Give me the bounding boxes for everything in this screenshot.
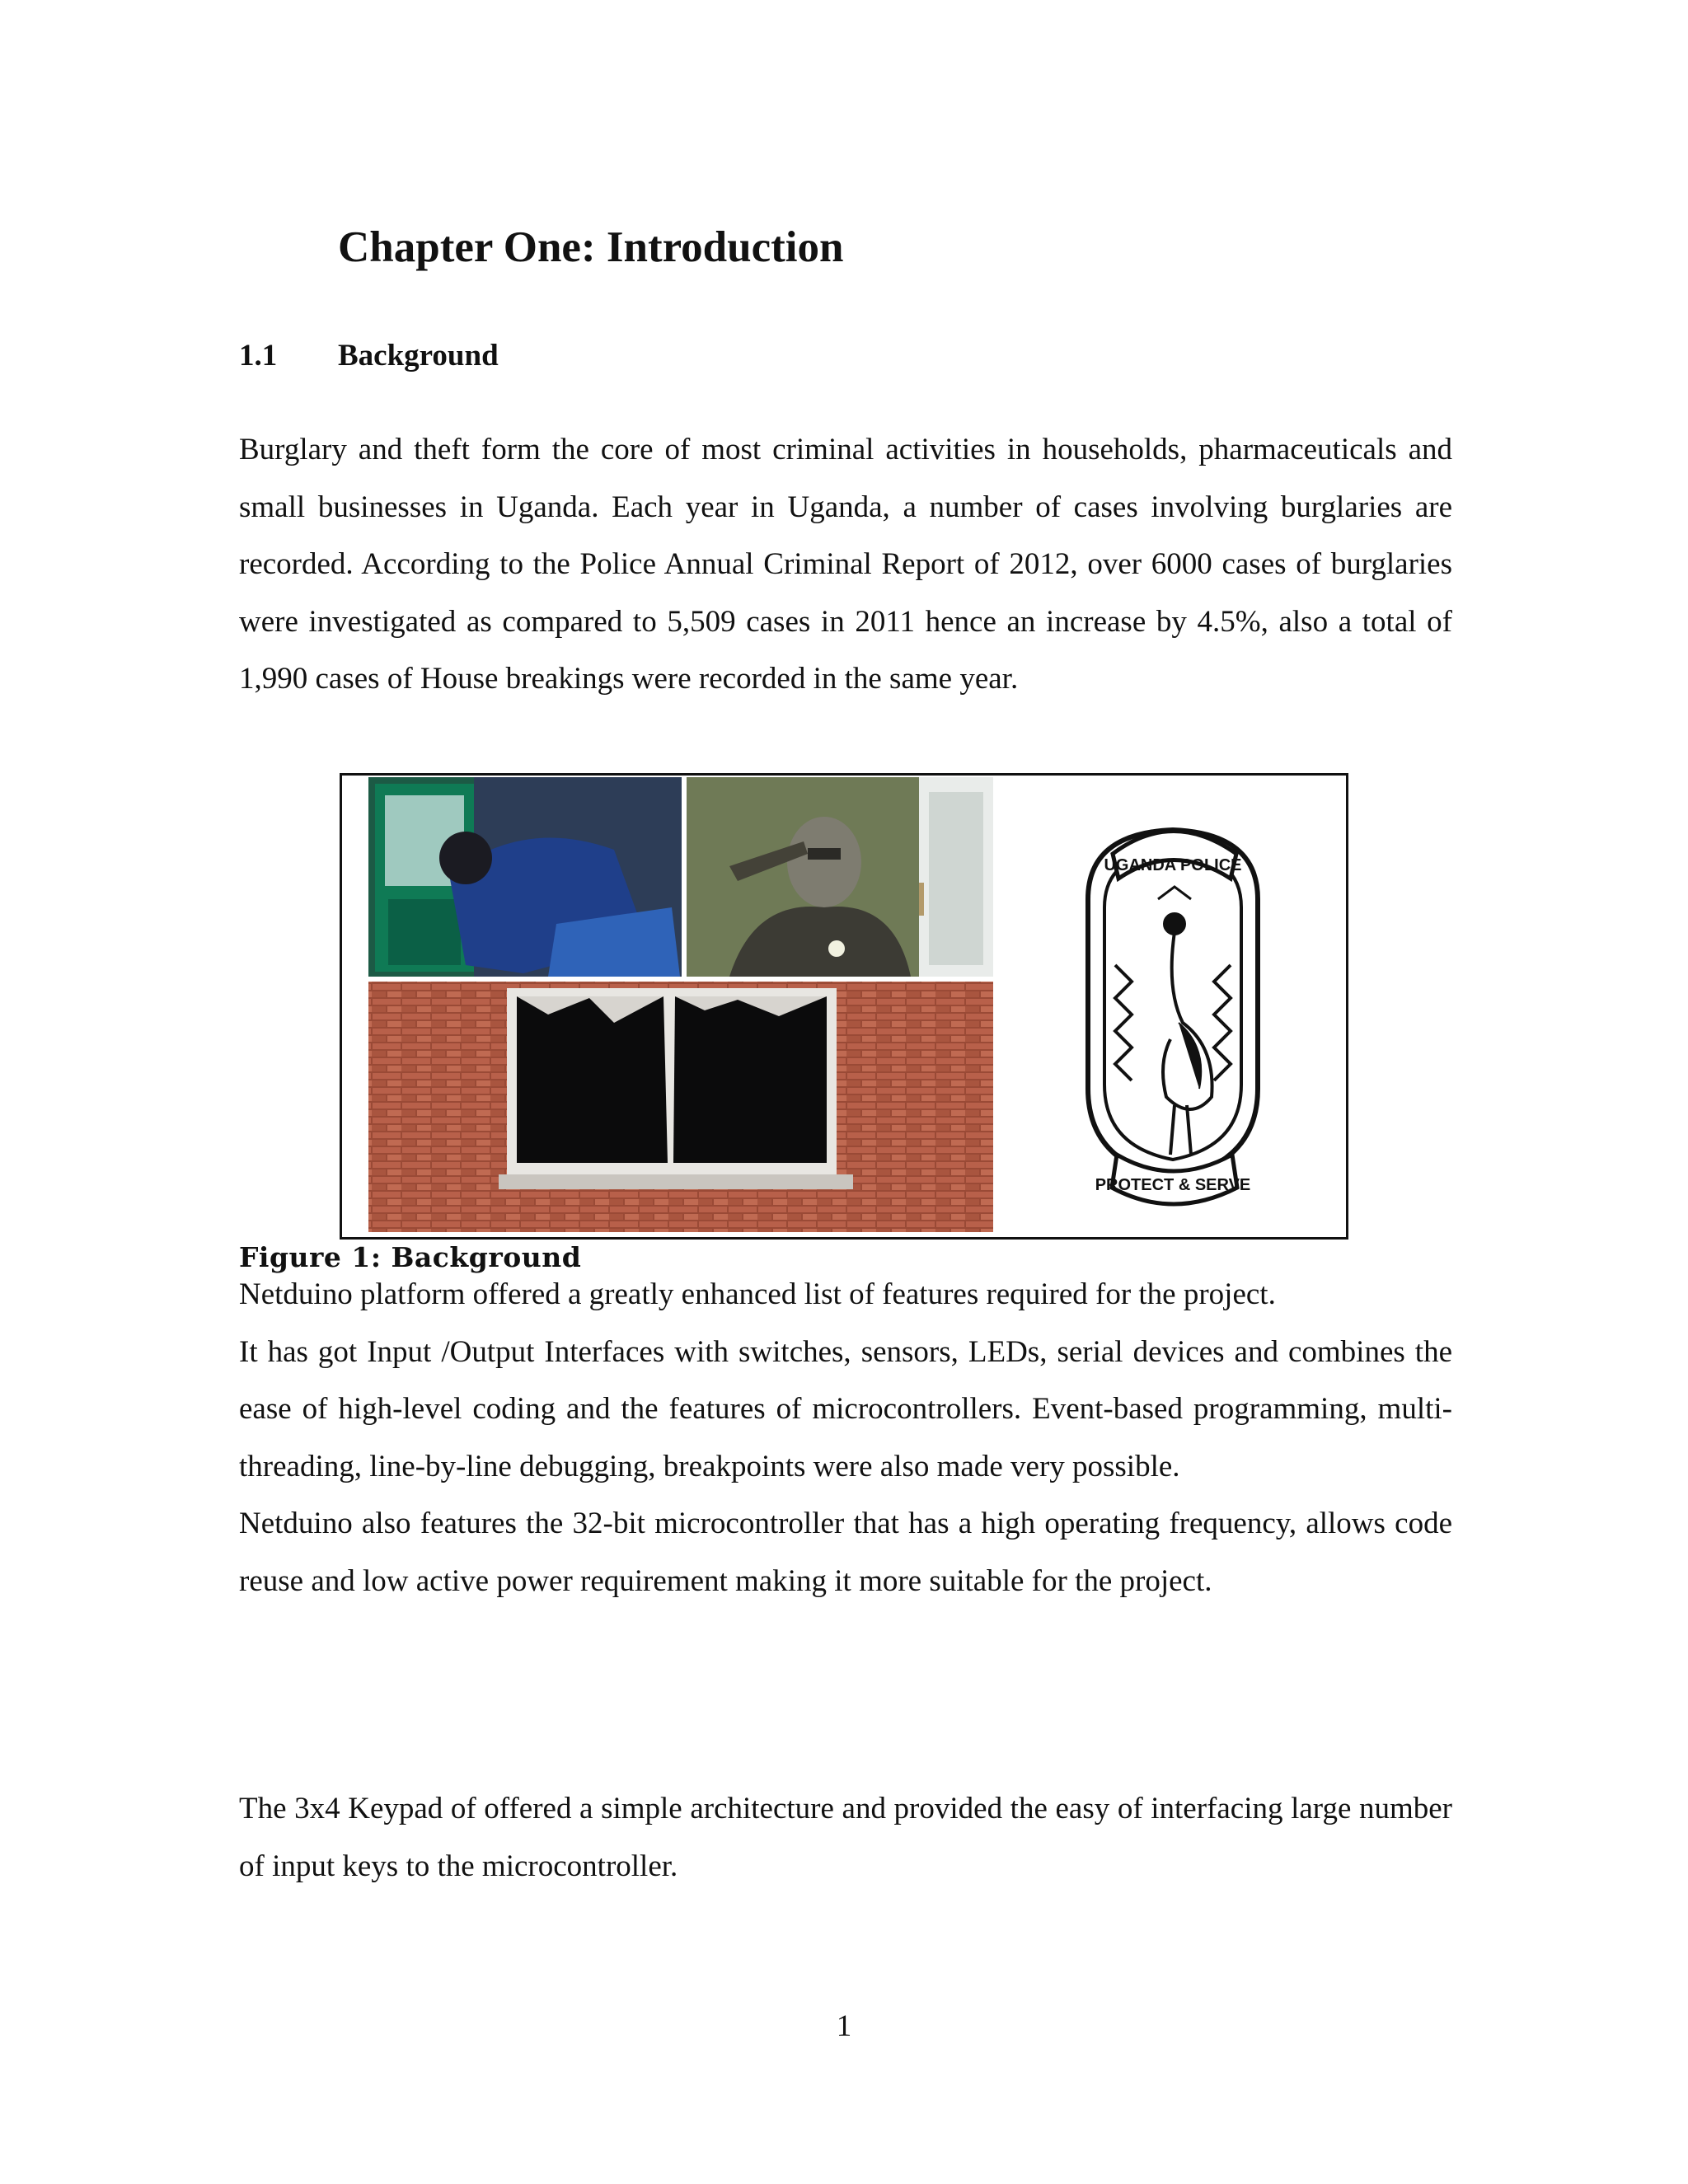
- figure-caption: Figure 1: Background: [239, 1241, 582, 1273]
- emblem-bottom-text: PROTECT & SERVE: [1095, 1176, 1251, 1194]
- page-number: 1: [836, 2009, 852, 2043]
- figure-collage: [342, 776, 1346, 1237]
- uganda-police-emblem: [1088, 830, 1258, 1204]
- broken-window-photo: [368, 982, 993, 1232]
- emblem-top-text: UGANDA POLICE: [1104, 856, 1242, 874]
- masked-burglar-photo: [687, 777, 993, 977]
- paragraph-netduino: [239, 1266, 1452, 1610]
- netduino-line-3: Netduino also features the 32-bit microcontroller that has a high operating frequency, allows code reuse and low active power requirement making it more suitable for the project.: [239, 1507, 1452, 1598]
- section-title: Background: [338, 339, 499, 373]
- section-number: 1.1: [239, 339, 278, 373]
- chapter-title: Chapter One: Introduction: [338, 223, 844, 271]
- background-figure: [340, 773, 1348, 1240]
- paragraph-keypad: The 3x4 Keypad of offered a simple architecture and provided the easy of interfacing large number of input keys to the microcontroller.: [239, 1792, 1452, 1883]
- paragraph-background: Burglary and theft form the core of most criminal activities in households, pharmaceuticals and small businesses in Uganda. Each year in Uganda, a number of cases involving burglaries are recorded. According to the Police Annual Criminal Report of 2012, over 6000 cases of burglaries were investigated as compared to 5,509 cases in 2011 hence an increase by 4.5%, also a total of 1,990 cases of House breakings were recorded in the same year.: [239, 433, 1452, 696]
- burglar-door-photo: [368, 777, 682, 977]
- netduino-line-2: It has got Input /Output Interfaces with switches, sensors, LEDs, serial devices and combines the ease of high-level coding and the features of microcontrollers. Event-based programming, multi-threading, line-by-line debugging, breakpoints were also made very possible.: [239, 1334, 1452, 1483]
- netduino-line-1: Netduino platform offered a greatly enhanced list of features required for the project.: [239, 1277, 1276, 1311]
